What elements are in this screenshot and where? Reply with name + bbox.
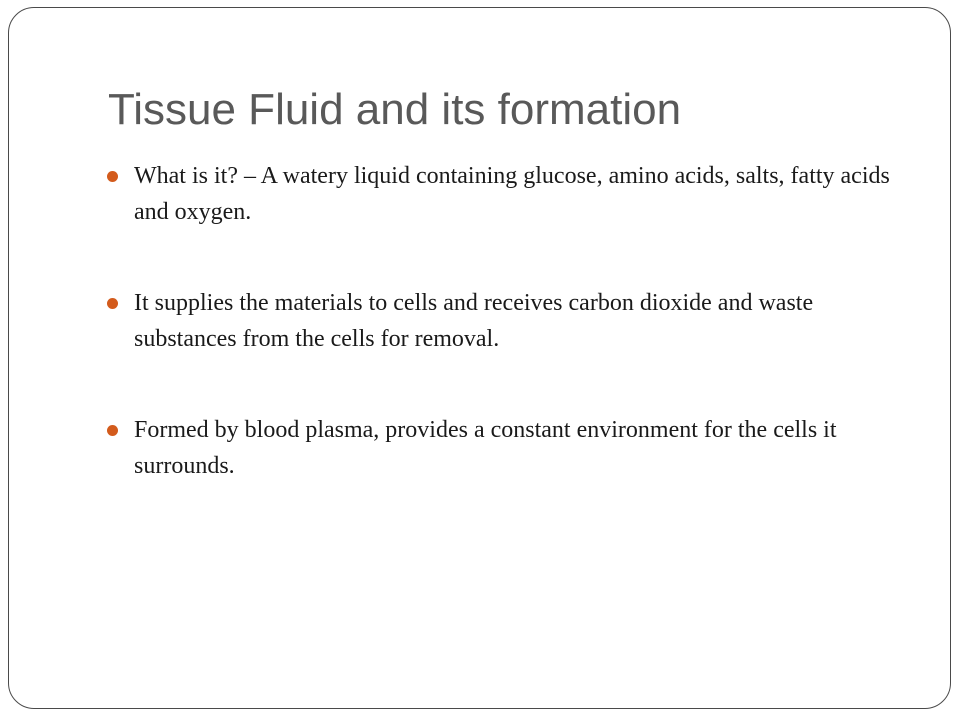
bullet-item — [107, 412, 897, 484]
bullet-dot-icon — [107, 298, 118, 309]
bullet-item — [107, 285, 897, 357]
bullet-text: It supplies the materials to cells and receives carbon dioxide and waste substances from the cells for removal. — [134, 290, 814, 352]
bullet-list — [107, 158, 897, 539]
bullet-text: Formed by blood plasma, provides a constant environment for the cells it surrounds. — [134, 417, 837, 479]
bullet-dot-icon — [107, 171, 118, 182]
slide-title: Tissue Fluid and its formation — [108, 85, 682, 134]
bullet-item — [107, 158, 897, 230]
bullet-dot-icon — [107, 425, 118, 436]
bullet-text: What is it? – A watery liquid containing glucose, amino acids, salts, fatty acids and oxygen. — [134, 163, 890, 225]
